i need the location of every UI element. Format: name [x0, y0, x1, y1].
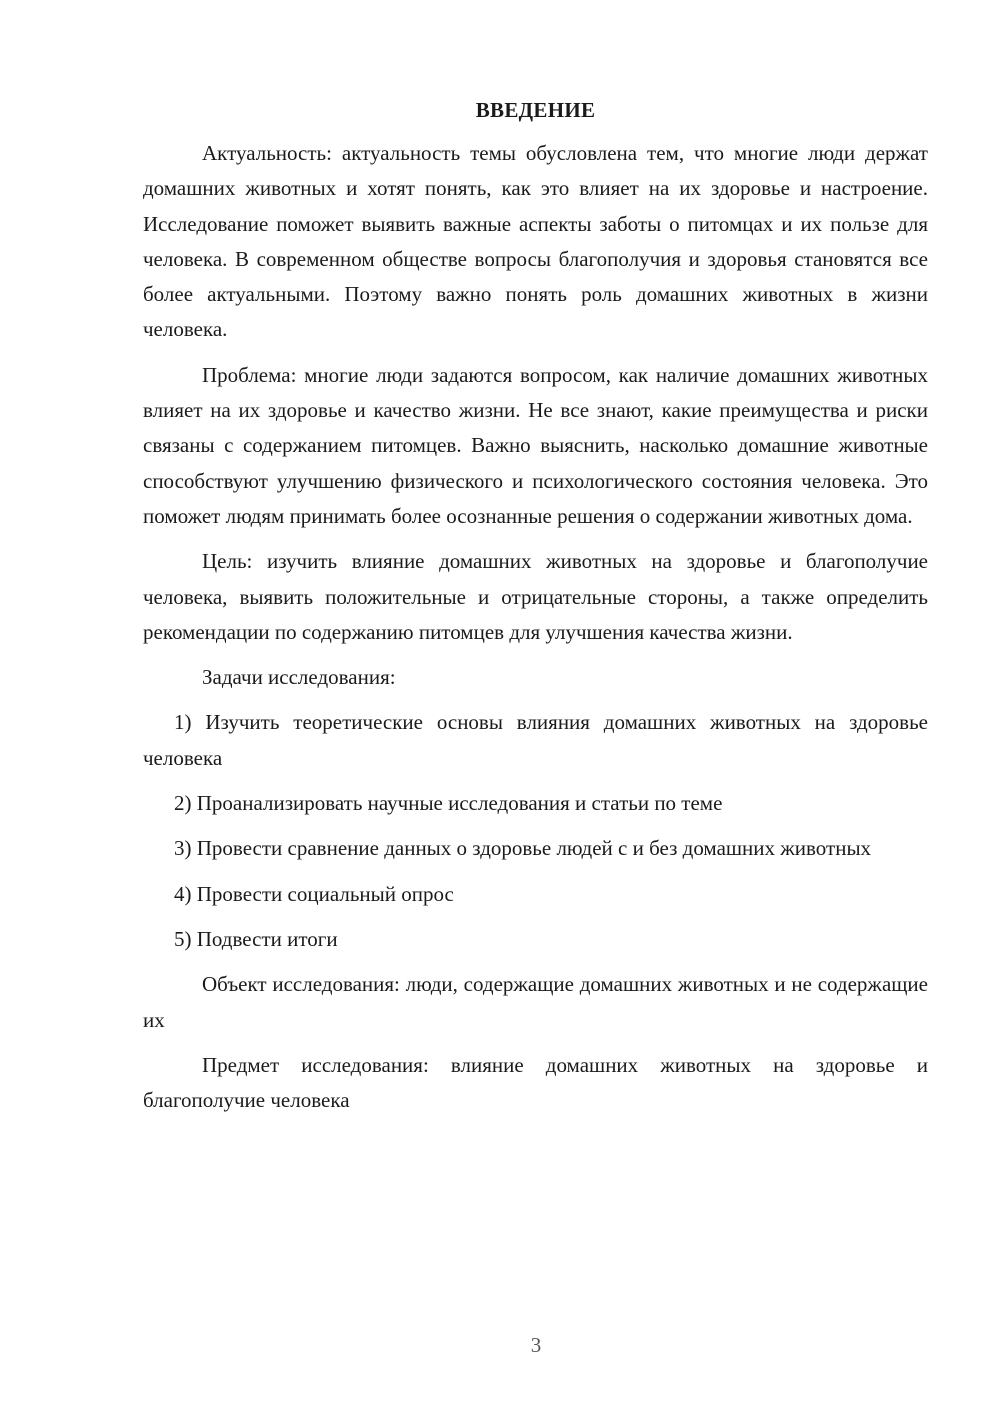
document-page [143, 92, 928, 1128]
tasks-intro: Задачи исследования: [202, 665, 396, 690]
task-item-5: 5) Подвести итоги [174, 926, 338, 951]
research-object-paragraph: Объект исследования: люди, содержащие домашних животных и не содержащие их [143, 972, 928, 1032]
relevance-paragraph: Актуальность: актуальность темы обусловлена тем, что многие люди держат домашних животных и хотят понять, как это влияет на их здоровье и настроение. Исследование поможет выявить важные аспекты заботы о питомцах и их пользе для человека. В современном обществе вопросы благополучия и здоровья становятся все более актуальными. Поэтому важно понять роль домашних животных в жизни человека. [143, 141, 928, 342]
page-number: 3 [530, 1333, 542, 1357]
research-subject-paragraph: Предмет исследования: влияние домашних животных на здоровье и благополучие человека [143, 1052, 928, 1113]
section-heading: ВВЕДЕНИЕ [475, 98, 596, 122]
task-item-1: 1) Изучить теоретические основы влияния домашних животных на здоровье человека [143, 710, 928, 770]
task-item-3: 3) Провести сравнение данных о здоровье людей с и без домашних животных [174, 836, 872, 861]
problem-paragraph: Проблема: многие люди задаются вопросом, как наличие домашних животных влияет на их здоровье и качество жизни. Не все знают, какие преимущества и риски связаны с содержанием питомцев. Важно выяснить, насколько домашние животные способствуют улучшению физического и психологического состояния человека. Это поможет людям принимать более осознанные решения о содержании животных дома. [143, 362, 928, 528]
task-item-2: 2) Проанализировать научные исследования и статьи по теме [174, 791, 723, 816]
task-item-4: 4) Провести социальный опрос [174, 881, 454, 906]
goal-paragraph: Цель: изучить влияние домашних животных на здоровье и благополучие человека, выявить положительные и отрицательные стороны, а также определить рекомендации по содержанию питомцев для улучшения качества жизни. [143, 549, 928, 644]
tasks-list [143, 705, 928, 957]
